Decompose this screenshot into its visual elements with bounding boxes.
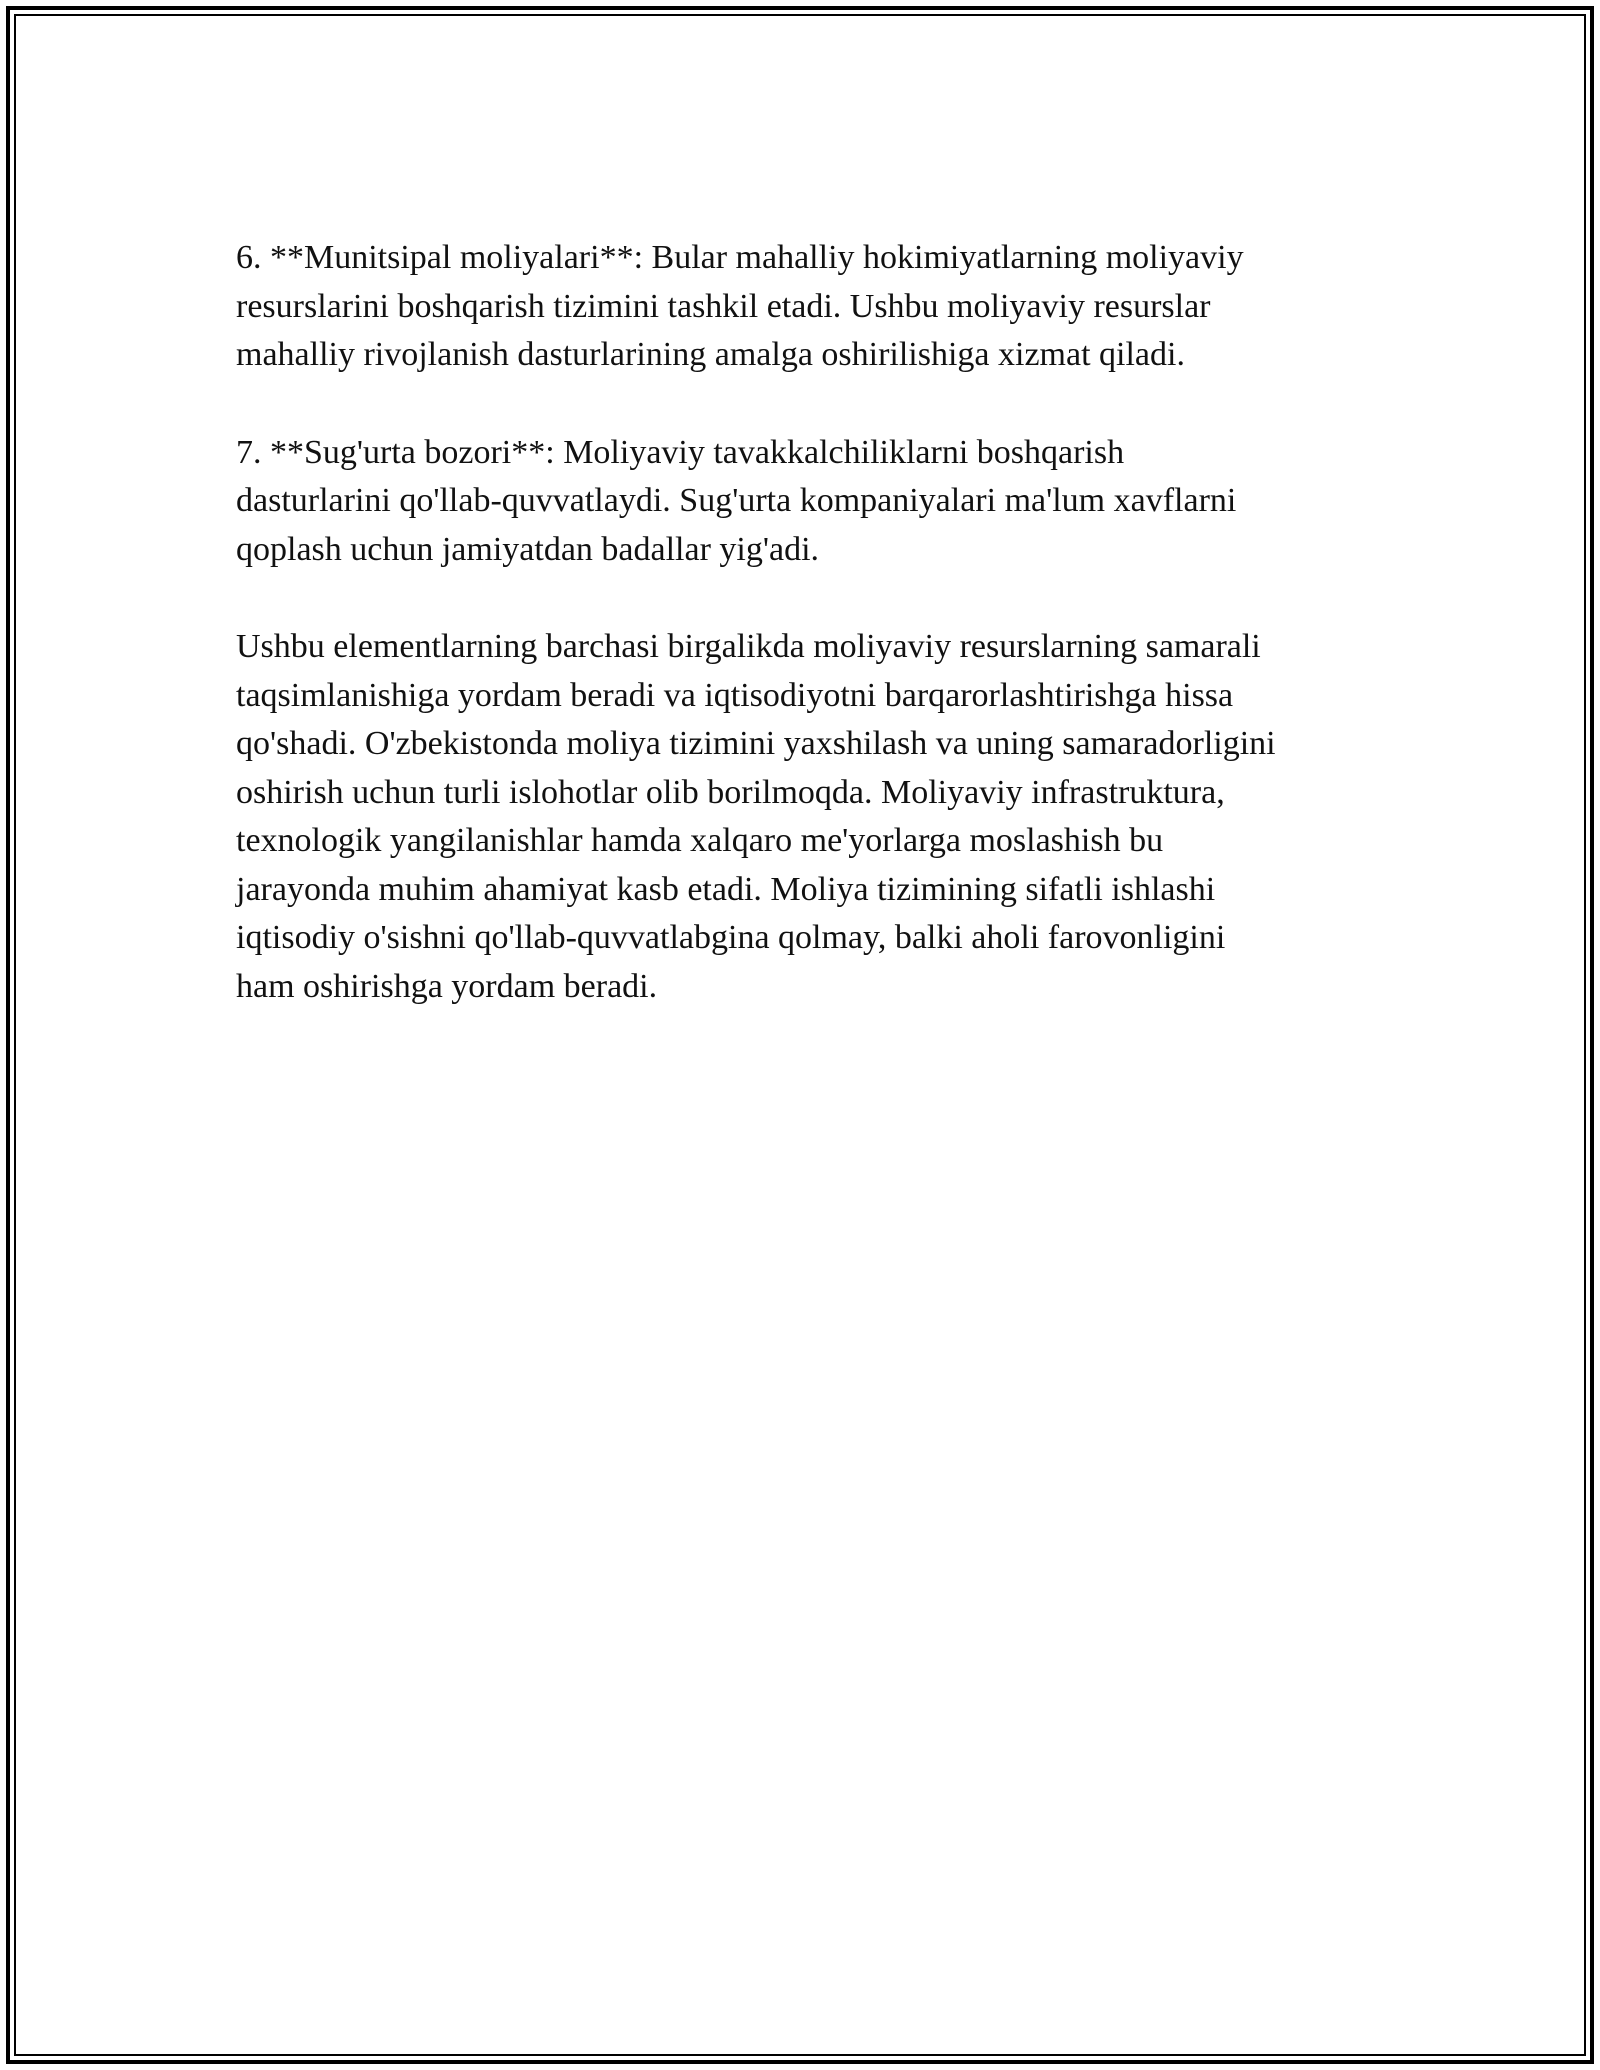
text-line: Ushbu elementlarning barchasi birgalikda moliyaviy resurslarning samarali	[236, 628, 1261, 665]
text-line: iqtisodiy o'sishni qo'llab-quvvatlabgina qolmay, balki aholi farovonligini	[236, 919, 1226, 956]
text-line: resurslarini boshqarish tizimini tashkil etadi. Ushbu moliyaviy resurslar	[236, 287, 1211, 325]
paragraph-municipal-finance	[236, 234, 1366, 380]
paragraph-conclusion	[236, 623, 1366, 1011]
document-body	[236, 234, 1366, 1060]
text-line: mahalliy rivojlanish dasturlarining amalga oshirilishiga xizmat qiladi.	[236, 336, 1185, 373]
text-line: taqsimlanishiga yordam beradi va iqtisodiyotni barqarorlashtirishga hissa	[236, 676, 1234, 714]
text-line: 6. **Munitsipal moliyalari**: Bular mahalliy hokimiyatlarning moliyaviy	[236, 239, 1244, 276]
text-line: 7. **Sug'urta bozori**: Moliyaviy tavakkalchiliklarni boshqarish	[236, 433, 1125, 471]
text-line: qo'shadi. O'zbekistonda moliya tizimini yaxshilash va uning samaradorligini	[236, 725, 1276, 762]
text-line: qoplash uchun jamiyatdan badallar yig'adi.	[236, 530, 820, 568]
paragraph-insurance-market	[236, 429, 1366, 575]
text-line: texnologik yangilanishlar hamda xalqaro me'yorlarga moslashish bu	[236, 822, 1164, 859]
text-line: oshirish uchun turli islohotlar olib borilmoqda. Moliyaviy infrastruktura,	[236, 773, 1225, 811]
text-line: jarayonda muhim ahamiyat kasb etadi. Moliya tizimining sifatli ishlashi	[236, 870, 1216, 908]
text-line: dasturlarini qo'llab-quvvatlaydi. Sug'urta kompaniyalari ma'lum xavflarni	[236, 482, 1237, 519]
text-line: ham oshirishga yordam beradi.	[236, 967, 658, 1005]
